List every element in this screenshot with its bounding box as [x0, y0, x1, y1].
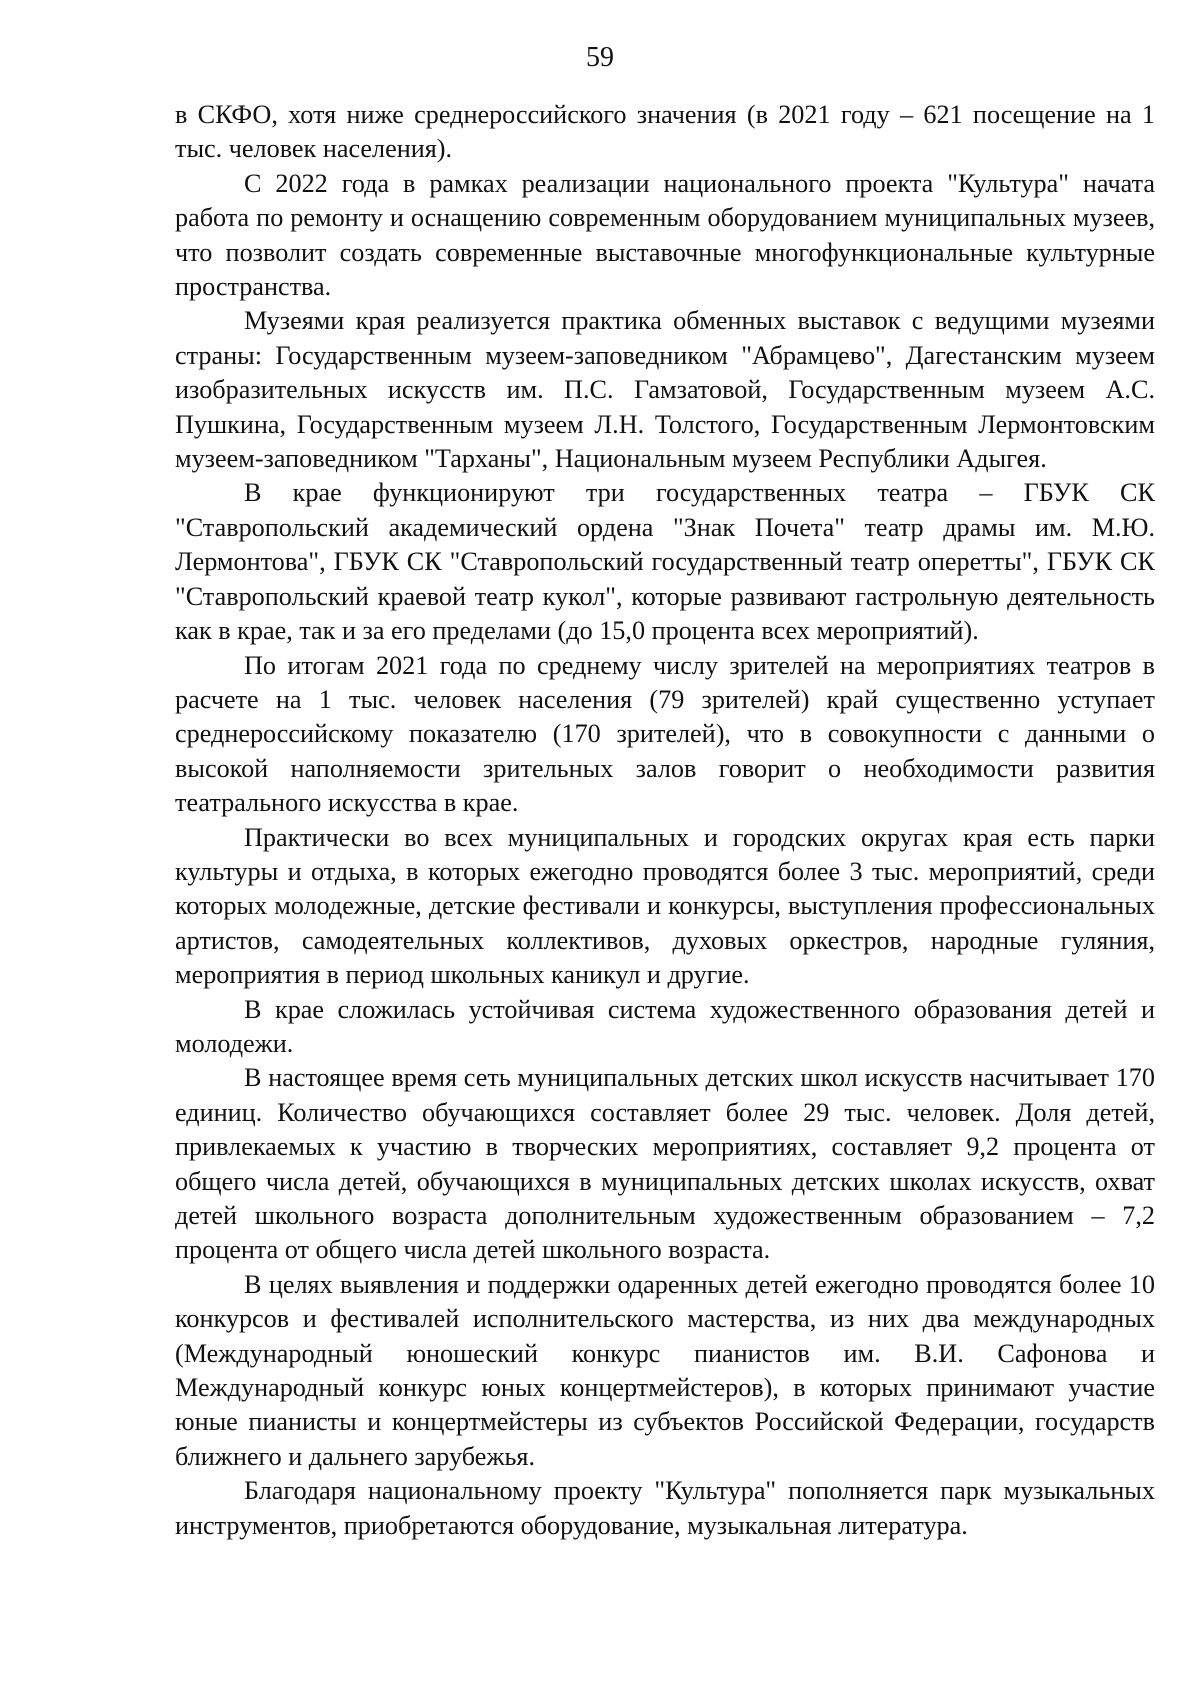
- paragraph-culture-parks: Практически во всех муниципальных и городских округах края есть парки культуры и отдыха, в которых ежегодно проводятся более 3 тыс. мероприятий, среди которых молодежные, детские фестивали и конкурсы, выступления профессиональных артистов, самодеятельных коллективов, духовых оркестров, народные гуляния, мероприятия в период школьных каникул и другие.: [175, 822, 1155, 990]
- page-number: 59: [586, 42, 614, 73]
- paragraph-gifted-children: В целях выявления и поддержки одаренных детей ежегодно проводятся более 10 конкурсов и фестивалей исполнительского мастерства, из них два международных (Международный юношеский конкурс пианистов им. В.И. Сафонова и Международный конкурс юных концертмейстеров), в которых принимают участие юные пианисты и концертмейстеры из субъектов Российской Федерации, государств ближнего и дальнего зарубежья.: [175, 1269, 1155, 1471]
- paragraph-museum-modernization: С 2022 года в рамках реализации национального проекта "Культура" начата работа по ремонту и оснащению современным оборудованием муниципальных музеев, что позволит создать современные выставочные многофункциональные культурные пространства.: [175, 168, 1155, 302]
- paragraph-theatre-audience: По итогам 2021 года по среднему числу зрителей на мероприятиях театров в расчете на 1 тыс. человек населения (79 зрителей) край существенно уступает среднероссийскому показателю (170 зрителей), что в совокупности с данными о высокой наполняемости зрительных залов говорит о необходимости развития театрального искусства в крае.: [175, 650, 1155, 818]
- paragraph-art-education: В крае сложилась устойчивая система художественного образования детей и молодежи.: [175, 994, 1155, 1058]
- paragraph-art-schools: В настоящее время сеть муниципальных детских школ искусств насчитывает 170 единиц. Количество обучающихся составляет более 29 тыс. человек. Доля детей, привлекаемых к участию в творческих мероприятиях, составляет 9,2 процента от общего числа детей, обучающихся в муниципальных детских школах искусств, охват детей школьного возраста дополнительным художественным образованием – 7,2 процента от общего числа детей школьного возраста.: [175, 1063, 1155, 1265]
- paragraph-state-theatres: В крае функционируют три государственных театра – ГБУК СК "Ставропольский академический ордена "Знак Почета" театр драмы им. М.Ю. Лермонтова", ГБУК СК "Ставропольский государственный театр оперетты", ГБУК СК "Ставропольский краевой театр кукол", которые развивают гастрольную деятельность как в крае, так и за его пределами (до 15,0 процента всех мероприятий).: [175, 478, 1155, 646]
- body-text: [175, 98, 1155, 1543]
- paragraph-exchange-exhibitions: Музеями края реализуется практика обменных выставок с ведущими музеями страны: Государственным музеем-заповедником "Абрамцево", Дагестанским музеем изобразительных искусств им. П.С. Гамзатовой, Государственным музеем А.С. Пушкина, Государственным музеем Л.Н. Толстого, Государственным Лермонтовским музеем-заповедником "Тарханы", Национальным музеем Республики Адыгея.: [175, 306, 1155, 474]
- paragraph-musical-instruments: Благодаря национальному проекту "Культура" пополняется парк музыкальных инструментов, приобретаются оборудование, музыкальная литература.: [175, 1476, 1155, 1540]
- paragraph-museum-visits: в СКФО, хотя ниже среднероссийского значения (в 2021 году – 621 посещение на 1 тыс. человек населения).: [175, 100, 1155, 164]
